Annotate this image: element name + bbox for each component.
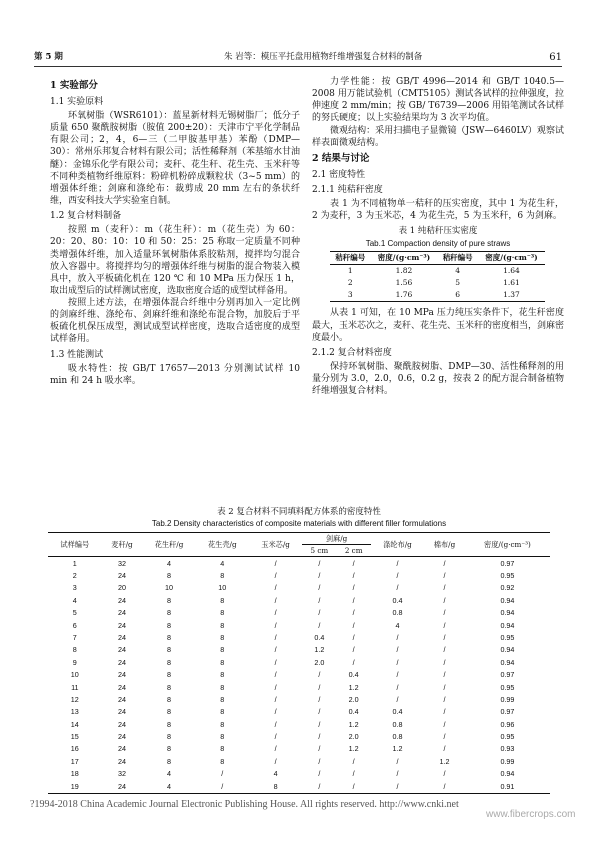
paragraph: 从表 1 可知，在 10 MPa 压力纯压实条件下，花生秆密度最大，玉米芯次之，麦秆、花生壳、玉米秆的密度相当，剑麻密度最小。: [312, 308, 565, 343]
paragraph: 保持环氧树脂、聚酰胺树脂、DMP—30、活性稀释剂的用量分别为 3.0，2.0，0.6，0.2 g，按表 2 的配方混合制备植物纤维增强复合材料。: [312, 362, 564, 397]
table-cell: /: [396, 781, 399, 791]
table-cell: 8: [220, 732, 225, 742]
table-cell: /: [318, 608, 321, 618]
table-cell: 0.93: [500, 744, 515, 754]
table-caption-english: Tab.1 Compaction density of pure straws: [365, 238, 511, 248]
table-cell: 4: [395, 620, 400, 630]
table-row: [48, 780, 550, 793]
paragraph: 按照上述方法，在增强体混合纤维中分别再加入一定比例的剑麻纤维、涤纶布、剑麻纤维和涤纶布混合物，加胶后于平板硫化机保压成型，测试成型试样密度，选取合适密度的成型试样备用。: [50, 298, 300, 345]
table-cell: 8: [167, 632, 171, 642]
table-cell: 5: [455, 278, 461, 288]
table-header: 试样编号: [60, 539, 90, 549]
table-cell: /: [443, 657, 446, 667]
table-cell: /: [274, 732, 277, 742]
table-header: 秸秆编号: [335, 253, 366, 263]
table-cell: /: [274, 744, 277, 754]
table-cell: 8: [167, 694, 171, 704]
table-cell: 8: [167, 744, 171, 754]
table-header: 涤纶布/g: [383, 539, 412, 549]
table-cell: /: [443, 620, 446, 630]
table-cell: 24: [117, 595, 126, 605]
table-cell: 1.2: [348, 719, 359, 729]
table-cell: 1.2: [348, 682, 359, 692]
table-cell: 8: [220, 657, 225, 667]
table-cell: /: [352, 595, 355, 605]
table-cell: /: [274, 670, 277, 680]
left-column: [50, 76, 300, 387]
table-row: [48, 656, 550, 668]
table-cell: 4: [72, 595, 77, 605]
table-cell: 0.8: [392, 732, 403, 742]
table-header: 麦秆/g: [111, 539, 133, 549]
table-cell: 4: [273, 769, 278, 779]
table-cell: /: [443, 769, 446, 779]
table-cell: 0.95: [500, 632, 515, 642]
table-row: [48, 768, 550, 780]
table-cell: /: [274, 756, 277, 766]
table-cell: 8: [167, 570, 171, 580]
table-cell: /: [443, 670, 446, 680]
table-cell: /: [274, 719, 277, 729]
table-cell: 11: [71, 682, 79, 692]
table-cell: 12: [70, 694, 79, 704]
table-cell: 32: [117, 558, 126, 568]
table-row: [48, 731, 550, 743]
table-cell: /: [274, 707, 277, 717]
subsection-heading: 1.2 复合材料制备: [50, 211, 122, 222]
table-cell: 2.0: [348, 732, 359, 742]
table-cell: 14: [70, 719, 79, 729]
table-header: 花生秆/g: [154, 539, 184, 549]
table-2: [48, 532, 550, 793]
table-cell: 8: [167, 657, 171, 667]
subsection-heading: 1.1 实验原料: [50, 96, 104, 107]
table-cell: /: [318, 732, 321, 742]
table-cell: 8: [72, 645, 77, 655]
table-cell: /: [274, 694, 277, 704]
table-cell: /: [443, 732, 446, 742]
table-cell: /: [318, 694, 321, 704]
table-cell: 4: [455, 266, 461, 276]
table-cell: 24: [117, 570, 126, 580]
table-cell: /: [318, 595, 321, 605]
table-cell: /: [352, 632, 355, 642]
table-row: [48, 706, 550, 718]
table-cell: 8: [220, 595, 225, 605]
table-cell: /: [318, 769, 321, 779]
paragraph: 微观结构：采用扫描电子显微镜（JSW—6460LV）观察试样表面微观结构。: [312, 125, 564, 148]
issue-number: 第 5 期: [34, 52, 63, 62]
table-cell: /: [443, 707, 446, 717]
table-row: [48, 644, 550, 656]
subsubsection-heading: 2.1.1 纯秸秆密度: [312, 184, 383, 195]
table-cell: 24: [117, 657, 126, 667]
table-cell: 10: [165, 583, 173, 593]
table-cell: 8: [220, 756, 225, 766]
table-cell: 13: [70, 707, 79, 717]
table-cell: 8: [220, 632, 225, 642]
table-row: [48, 632, 550, 644]
table-cell: /: [443, 645, 446, 655]
paragraph: 力学性能：按 GB/T 4996—2014 和 GB/T 1040.5—2008 用万能试验机（CMT5105）测试各试样的拉伸强度，拉伸速度 2 mm/min；按 GB/ T6739—2006 用铅笔测试各试样的努氏硬度；以上实验结果均为 3 次平均值。: [312, 77, 564, 124]
table-cell: /: [396, 632, 399, 642]
table-cell: 0.95: [500, 682, 515, 692]
table-cell: 8: [167, 608, 171, 618]
table-cell: 8: [167, 732, 171, 742]
table-cell: 20: [117, 583, 126, 593]
table-cell: /: [274, 645, 277, 655]
table-cell: 0.95: [500, 732, 515, 742]
table-row: [48, 582, 550, 594]
table-cell: 8: [220, 707, 225, 717]
table-cell: /: [274, 570, 277, 580]
table-cell: 0.8: [392, 608, 403, 618]
table-cell: 2: [347, 278, 353, 288]
table-cell: /: [221, 781, 224, 791]
table-cell: 24: [117, 694, 126, 704]
table-row: [330, 265, 545, 278]
table-cell: 4: [220, 558, 225, 568]
table-cell: /: [352, 608, 355, 618]
page-header: [34, 52, 562, 67]
table-row: [48, 681, 550, 693]
table-cell: 3: [347, 290, 353, 300]
table-cell: /: [396, 645, 399, 655]
table-row: [48, 557, 550, 570]
table-cell: /: [274, 608, 277, 618]
table-cell: /: [396, 583, 399, 593]
table-cell: 10: [218, 583, 227, 593]
table-cell: 6: [455, 290, 461, 300]
table-cell: /: [443, 608, 446, 618]
table-cell: 24: [117, 670, 126, 680]
table-1: [330, 251, 545, 302]
table-cell: /: [396, 756, 399, 766]
table-cell: 10: [70, 670, 79, 680]
table-cell: 6: [72, 620, 77, 630]
table-cell: 0.94: [500, 645, 515, 655]
section-heading: 2 结果与讨论: [312, 152, 370, 164]
table-cell: /: [443, 583, 446, 593]
table-header: 棉布/g: [433, 539, 456, 549]
table-cell: /: [318, 744, 321, 754]
table-cell: 0.94: [500, 608, 515, 618]
table-cell: /: [396, 558, 399, 568]
table-cell: 0.95: [500, 570, 515, 580]
table-cell: 24: [117, 719, 126, 729]
table-cell: 8: [220, 694, 225, 704]
table-cell: 8: [220, 645, 225, 655]
paragraph: 表 1 为不同植物单一秸秆的压实密度，其中 1 为花生秆，2 为麦秆，3 为玉米芯，4 为花生壳，5 为玉米秆，6 为剑麻。: [312, 198, 564, 222]
table-cell: 24: [117, 707, 126, 717]
table-cell: 8: [220, 744, 225, 754]
table-row: [48, 756, 550, 768]
table-subheader: 5 cm: [310, 545, 329, 555]
table-cell: 8: [220, 570, 225, 580]
table-2-block: [48, 503, 550, 794]
table-cell: /: [274, 583, 277, 593]
table-cell: 1.61: [503, 278, 520, 288]
table-cell: 8: [220, 682, 225, 692]
table-row: [48, 619, 550, 631]
table-cell: 2.0: [314, 657, 325, 667]
table-cell: /: [274, 595, 277, 605]
table-cell: /: [318, 707, 321, 717]
table-cell: 0.91: [500, 781, 515, 791]
table-cell: 8: [220, 719, 225, 729]
table-cell: /: [443, 682, 446, 692]
table-cell: 0.96: [500, 719, 515, 729]
table-cell: 0.4: [314, 632, 325, 642]
table-cell: 3: [72, 583, 77, 593]
table-cell: 24: [117, 620, 126, 630]
table-cell: 1: [347, 266, 353, 276]
table-cell: 32: [117, 769, 126, 779]
table-cell: 1.64: [503, 266, 520, 276]
table-cell: 1.82: [395, 266, 413, 276]
table-row: [48, 718, 550, 730]
table-cell: 0.97: [500, 670, 515, 680]
table-row: [48, 594, 550, 606]
table-cell: 24: [117, 632, 126, 642]
table-cell: /: [396, 769, 399, 779]
section-heading: 1 实验部分: [50, 80, 98, 91]
subsection-heading: 1.3 性能测试: [50, 349, 104, 360]
table-cell: /: [221, 769, 224, 779]
table-cell: 4: [167, 558, 171, 568]
table-cell: 4: [167, 769, 171, 779]
table-cell: 17: [70, 756, 79, 766]
table-cell: 0.94: [500, 769, 515, 779]
watermark: www.fibercrops.com: [486, 809, 576, 820]
table-cell: /: [352, 620, 355, 630]
table-cell: 1.56: [395, 278, 413, 288]
table-cell: /: [443, 595, 446, 605]
table-cell: /: [318, 583, 321, 593]
subsection-heading: 2.1 密度特性: [312, 169, 366, 180]
table-cell: /: [274, 632, 277, 642]
table-cell: /: [396, 657, 399, 667]
table-header: 密度/(g·cm⁻³): [485, 253, 538, 263]
table-cell: 5: [72, 608, 77, 618]
table-cell: /: [318, 620, 321, 630]
table-cell: 8: [167, 620, 171, 630]
table-cell: /: [352, 769, 355, 779]
table-cell: 15: [70, 732, 79, 742]
table-cell: /: [396, 694, 399, 704]
table-cell: /: [318, 682, 321, 692]
paragraph: 吸水特性：按 GB/T 17657—2013 分别测试试样 10 min 和 24 h 吸水率。: [50, 363, 300, 386]
table-header: 剑麻/g: [302, 533, 371, 545]
table-cell: 2.0: [348, 694, 359, 704]
table-row: [330, 289, 545, 302]
paragraph: 环氧树脂（WSR6101）：蓝星新材料无锡树脂厂；低分子质量 650 聚酰胺树脂（胺值 200±20）：天津市宁平化学制品有限公司；2，4，6—三（二甲胺基甲基）苯酚（DMP—30）：常州乐邦复合材料有限公司；活性稀释剂（苯基缩水甘油醚）：金锦乐化学有限公司；麦秆、花生秆、花生壳、玉米秆等不同种类植物纤维原料：粉碎机粉碎成颗粒状（3~5 mm）的增强体纤维；剑麻和涤纶布：裁剪成 20 mm 左右的条状纤维，西安科技大学实验室自制。: [50, 110, 300, 206]
table-cell: /: [443, 694, 446, 704]
table-cell: /: [318, 719, 321, 729]
table-header: 密度/(g·cm⁻³): [484, 539, 531, 549]
table-cell: /: [274, 682, 277, 692]
table-cell: 0.4: [392, 595, 403, 605]
table-cell: 24: [117, 732, 126, 742]
table-cell: 24: [117, 781, 126, 791]
paragraph: 按照 m（麦秆）：m（花生秆）：m（花生壳）为 60：20：20、80：10：10 和 50：25：25 称取一定质量不同种类增强体纤维，加入适量环氧树脂体系胶粘剂，搅拌均匀混合放入容器中。将搅拌均匀的增强体纤维与树脂的混合物装入模具中，放入平板硫化机在 120 ℃ 和 10 MPa 压力保压 1 h，取出成型后的试样测试密度，选取密度合适的成型试样备用。: [50, 225, 300, 296]
table-cell: /: [396, 670, 399, 680]
table-cell: 1.76: [395, 290, 413, 300]
table-cell: 19: [70, 781, 79, 791]
table-cell: 1.2: [392, 744, 403, 754]
table-row: [330, 277, 545, 289]
table-cell: 0.94: [500, 657, 515, 667]
table-caption: 表 2 复合材料不同填料配方体系的密度特性: [217, 507, 381, 517]
table-caption: 表 1 纯秸秆压实密度: [398, 226, 478, 237]
table-cell: 0.8: [392, 719, 403, 729]
table-row: [48, 694, 550, 706]
table-cell: 0.94: [500, 595, 515, 605]
table-row: [48, 743, 550, 755]
table-cell: /: [352, 583, 355, 593]
table-cell: 0.97: [500, 558, 515, 568]
table-cell: 0.4: [392, 707, 403, 717]
table-cell: 1: [72, 558, 77, 568]
table-cell: /: [396, 682, 399, 692]
table-header: 秸秆编号: [442, 253, 473, 263]
table-cell: /: [274, 558, 277, 568]
table-cell: 24: [117, 645, 126, 655]
right-column: [312, 76, 564, 397]
table-cell: /: [274, 620, 277, 630]
table-row: [48, 669, 550, 681]
table-cell: 0.4: [348, 670, 359, 680]
table-cell: /: [443, 632, 446, 642]
table-cell: 0.4: [348, 707, 359, 717]
table-cell: /: [443, 781, 446, 791]
table-cell: /: [318, 570, 321, 580]
table-cell: /: [443, 719, 446, 729]
table-cell: 8: [167, 756, 171, 766]
table-cell: /: [352, 756, 355, 766]
table-caption-english: Tab.2 Density characteristics of composite materials with different filler formulations: [151, 519, 447, 529]
table-cell: 8: [167, 645, 171, 655]
table-cell: 0.94: [500, 620, 515, 630]
table-cell: 24: [117, 756, 126, 766]
subsubsection-heading: 2.1.2 复合材料密度: [312, 347, 392, 358]
table-cell: 8: [167, 595, 171, 605]
running-title: 朱 岩等：模压平托盘用植物纤维增强复合材料的制备: [224, 52, 423, 62]
table-cell: /: [318, 781, 321, 791]
page-number: 61: [549, 52, 562, 63]
table-cell: /: [443, 558, 446, 568]
table-cell: /: [352, 657, 355, 667]
table-cell: /: [318, 558, 321, 568]
table-cell: 24: [117, 608, 126, 618]
table-cell: 0.92: [500, 583, 515, 593]
table-cell: 0.97: [500, 707, 515, 717]
table-cell: 8: [167, 682, 171, 692]
table-row: [48, 570, 550, 582]
table-cell: /: [352, 645, 355, 655]
table-cell: /: [274, 657, 277, 667]
table-cell: 1.2: [439, 756, 450, 766]
table-cell: 8: [220, 620, 225, 630]
table-cell: 18: [70, 769, 79, 779]
table-cell: /: [318, 756, 321, 766]
table-cell: 8: [167, 719, 171, 729]
table-cell: 1.2: [348, 744, 359, 754]
table-cell: /: [352, 781, 355, 791]
table-cell: 9: [72, 657, 77, 667]
table-cell: /: [443, 570, 446, 580]
table-cell: 24: [117, 682, 126, 692]
table-cell: 0.99: [500, 694, 515, 704]
table-row: [48, 607, 550, 619]
table-cell: /: [352, 558, 355, 568]
table-cell: /: [396, 570, 399, 580]
table-cell: /: [352, 570, 355, 580]
table-cell: 0.99: [500, 756, 515, 766]
table-header: 玉米芯/g: [261, 539, 290, 549]
table-cell: 8: [220, 670, 225, 680]
table-cell: 8: [167, 707, 171, 717]
table-subheader: 2 cm: [344, 545, 363, 555]
table-cell: /: [443, 744, 446, 754]
table-cell: 2: [72, 570, 77, 580]
table-cell: 8: [273, 781, 278, 791]
table-cell: /: [318, 670, 321, 680]
table-cell: 8: [220, 608, 225, 618]
table-cell: 24: [117, 744, 126, 754]
table-cell: 16: [70, 744, 79, 754]
table-header: 密度/(g·cm⁻³): [377, 253, 431, 263]
table-cell: 1.2: [314, 645, 325, 655]
table-header: 花生壳/g: [207, 539, 237, 549]
table-cell: 8: [167, 670, 171, 680]
table-cell: 7: [72, 632, 77, 642]
copyright-footer: ?1994-2018 China Academic Journal Electronic Publishing House. All rights reserved. http://www.cnki.net: [30, 799, 459, 810]
table-cell: 1.37: [503, 290, 520, 300]
table-cell: 4: [167, 781, 171, 791]
